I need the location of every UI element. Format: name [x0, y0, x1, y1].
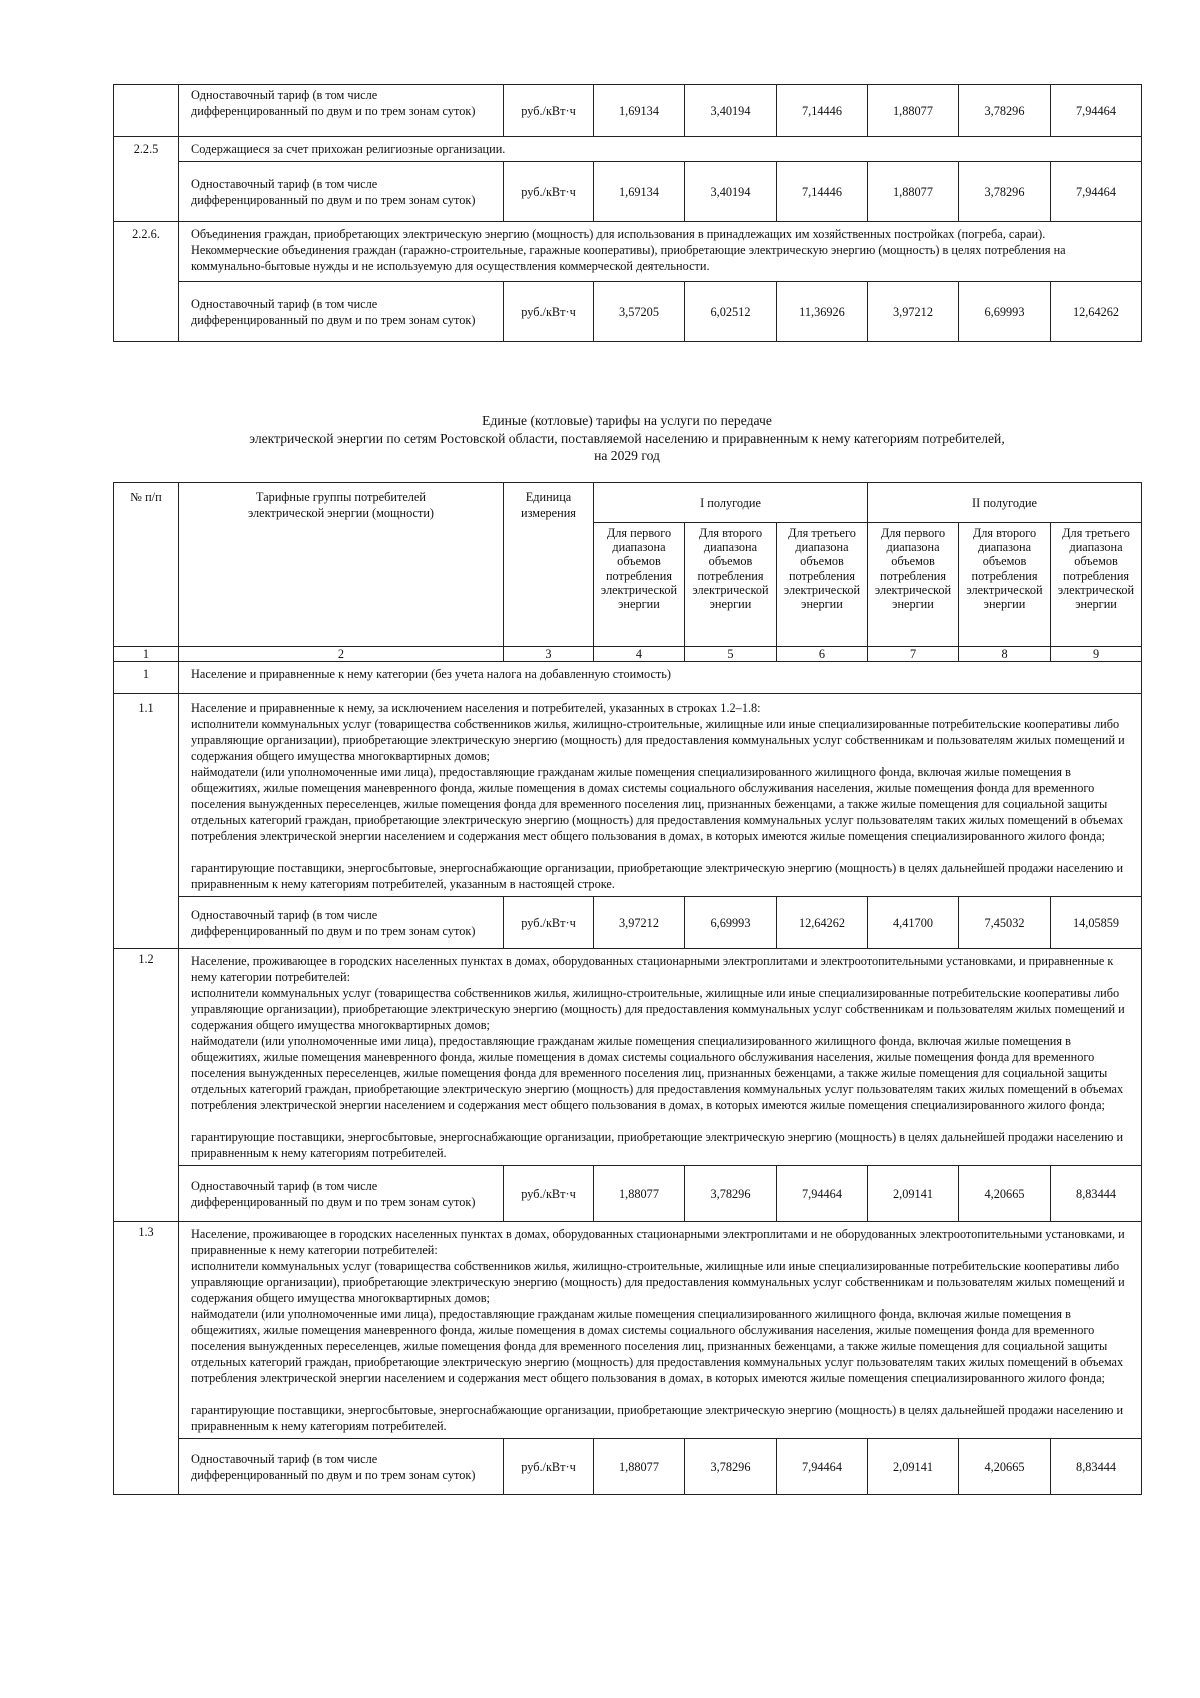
- column-number-row: [114, 647, 1142, 662]
- row-number: 1.2: [114, 949, 179, 1222]
- column-number: 6: [777, 647, 868, 662]
- group-paragraph: гарантирующие поставщики, энергосбытовые, энергоснабжающие организации, приобретающие электрическую энергию (мощность) в целях дальнейшей продажи населению и приравненным к нему категориям потребителей, указанным в настоящей строке.: [191, 861, 1124, 891]
- value-cell: 3,78296: [685, 1439, 777, 1495]
- column-number: 8: [959, 647, 1051, 662]
- title-line: на 2029 год: [594, 448, 660, 463]
- group-paragraph: исполнители коммунальных услуг (товарищества собственников жилья, жилищно-строительные, жилищные или иные специализированные потребительские кооперативы либо управляющие организации), приобретающие электрическую энергию (мощность) для предоставления коммунальных услуг собственникам и пользователям жилых помещений и содержания общего имущества многоквартирных домов;: [191, 986, 1125, 1032]
- row-number: 1.3: [114, 1222, 179, 1495]
- tariff-name: Одноставочный тариф (в том числе дифференцированный по двум и по трем зонам суток): [179, 162, 504, 222]
- column-number: 2: [179, 647, 504, 662]
- value-cell: 3,78296: [685, 1166, 777, 1222]
- continuation-tariff-table: [113, 84, 1142, 342]
- header-range: Для второго диапазона объемов потребления электрической энергии: [959, 523, 1051, 647]
- tariff-name: Одноставочный тариф (в том числе дифференцированный по двум и по трем зонам суток): [179, 897, 504, 949]
- header-row: [114, 483, 1142, 523]
- group-intro: Население, проживающее в городских населенных пунктах в домах, оборудованных стационарными электроплитами и не оборудованных электроотопительными установками, и приравненные к нему категории потребителей:: [191, 1227, 1125, 1257]
- group-paragraph: гарантирующие поставщики, энергосбытовые, энергоснабжающие организации, приобретающие электрическую энергию (мощность) в целях дальнейшей продажи населению и приравненным к нему категориям потребителей.: [191, 1403, 1124, 1433]
- value-cell: 1,69134: [594, 162, 685, 222]
- section-row: [114, 662, 1142, 694]
- column-number: 9: [1051, 647, 1142, 662]
- value-cell: 3,97212: [594, 897, 685, 949]
- main-tariff-table: [113, 482, 1142, 1495]
- header-range: Для третьего диапазона объемов потребления электрической энергии: [777, 523, 868, 647]
- column-number: 5: [685, 647, 777, 662]
- row-number: [114, 85, 179, 137]
- value-cell: 1,88077: [594, 1166, 685, 1222]
- value-cell: 7,94464: [1051, 162, 1142, 222]
- section-title: Население и приравненные к нему категории (без учета налога на добавленную стоимость): [179, 662, 1142, 694]
- value-cell: 7,94464: [777, 1166, 868, 1222]
- value-cell: 3,97212: [868, 282, 959, 342]
- value-cell: 7,14446: [777, 162, 868, 222]
- group-paragraph: наймодатели (или уполномоченные ими лица), предоставляющие гражданам жилые помещения специализированного жилищного фонда, включая жилые помещения в общежитиях, жилые помещения маневренного фонда, жилые помещения в домах системы социального обслуживания населения, жилые помещения фонда для временного поселения вынужденных переселенцев, жилые помещения фонда для временного поселения лиц, признанных беженцами, а также жилые помещения для социальной защиты отдельных категорий граждан, приобретающие электрическую энергию (мощность) для предоставления коммунальных услуг пользователям таких жилых помещений в объемах потребления электрической энергии населением и содержания мест общего пользования в домах, в которых имеются жилые помещения специализированного жилого фонда;: [191, 1034, 1124, 1112]
- value-cell: 3,40194: [685, 85, 777, 137]
- unit-cell: руб./кВт·ч: [504, 1439, 594, 1495]
- value-cell: 4,20665: [959, 1439, 1051, 1495]
- row-number: 2.2.6.: [114, 222, 179, 342]
- group-description: Объединения граждан, приобретающих электрическую энергию (мощность) для использования в принадлежащих им хозяйственных постройках (погреба, сараи). Некоммерческие объединения граждан (гаражно-строительные, гаражные кооперативы), приобретающие электрическую энергию (мощность) в целях потребления на коммунально-бытовые нужды и не используемую для осуществления коммерческой деятельности.: [179, 222, 1142, 282]
- tariff-name: Одноставочный тариф (в том числе дифференцированный по двум и по трем зонам суток): [179, 1166, 504, 1222]
- value-cell: 8,83444: [1051, 1439, 1142, 1495]
- table-row: [114, 222, 1142, 282]
- unit-cell: руб./кВт·ч: [504, 897, 594, 949]
- value-cell: 1,88077: [594, 1439, 685, 1495]
- tariff-name: Одноставочный тариф (в том числе дифференцированный по двум и по трем зонам суток): [179, 1439, 504, 1495]
- header-range: Для третьего диапазона объемов потребления электрической энергии: [1051, 523, 1142, 647]
- value-cell: 7,94464: [1051, 85, 1142, 137]
- value-cell: 6,69993: [959, 282, 1051, 342]
- group-paragraph: исполнители коммунальных услуг (товарищества собственников жилья, жилищно-строительные, жилищные или иные специализированные потребительские кооперативы либо управляющие организации), приобретающие электрическую энергию (мощность) для предоставления коммунальных услуг собственникам и пользователям жилых помещений и содержания общего имущества многоквартирных домов;: [191, 717, 1125, 763]
- tariff-name: Одноставочный тариф (в том числе дифференцированный по двум и по трем зонам суток): [179, 85, 504, 137]
- header-groups: Тарифные группы потребителей электрической энергии (мощности): [179, 483, 504, 647]
- value-cell: 2,09141: [868, 1439, 959, 1495]
- group-paragraph: наймодатели (или уполномоченные ими лица), предоставляющие гражданам жилые помещения специализированного жилищного фонда, включая жилые помещения в общежитиях, жилые помещения маневренного фонда, жилые помещения в домах системы социального обслуживания населения, жилые помещения фонда для временного поселения вынужденных переселенцев, жилые помещения фонда для временного поселения лиц, признанных беженцами, а также жилые помещения для социальной защиты отдельных категорий граждан, приобретающие электрическую энергию (мощность) для предоставления коммунальных услуг пользователям таких жилых помещений в объемах потребления электрической энергии населением и содержания мест общего пользования в домах, в которых имеются жилые помещения специализированного жилого фонда;: [191, 1307, 1124, 1385]
- value-cell: 1,88077: [868, 85, 959, 137]
- header-range: Для первого диапазона объемов потребления электрической энергии: [594, 523, 685, 647]
- table-row: [114, 897, 1142, 949]
- value-cell: 3,57205: [594, 282, 685, 342]
- table-row: [114, 949, 1142, 1166]
- group-description: [179, 694, 1142, 897]
- value-cell: 3,40194: [685, 162, 777, 222]
- row-number: 1.1: [114, 694, 179, 949]
- column-number: 7: [868, 647, 959, 662]
- group-paragraph: исполнители коммунальных услуг (товарищества собственников жилья, жилищно-строительные, жилищные или иные специализированные потребительские кооперативы либо управляющие организации), приобретающие электрическую энергию (мощность) для предоставления коммунальных услуг собственникам и пользователям жилых помещений и содержания общего имущества многоквартирных домов;: [191, 1259, 1125, 1305]
- table-row: [114, 1439, 1142, 1495]
- header-unit: Единица измерения: [504, 483, 594, 647]
- header-range: Для второго диапазона объемов потребления электрической энергии: [685, 523, 777, 647]
- header-half-2: II полугодие: [868, 483, 1142, 523]
- unit-cell: руб./кВт·ч: [504, 1166, 594, 1222]
- value-cell: 4,41700: [868, 897, 959, 949]
- table-row: [114, 282, 1142, 342]
- header-number: № п/п: [114, 483, 179, 647]
- value-cell: 12,64262: [1051, 282, 1142, 342]
- value-cell: 12,64262: [777, 897, 868, 949]
- unit-cell: руб./кВт·ч: [504, 85, 594, 137]
- row-number: 2.2.5: [114, 137, 179, 222]
- row-number: 1: [114, 662, 179, 694]
- group-paragraph: наймодатели (или уполномоченные ими лица), предоставляющие гражданам жилые помещения специализированного жилищного фонда, включая жилые помещения в общежитиях, жилые помещения маневренного фонда, жилые помещения в домах системы социального обслуживания населения, жилые помещения фонда для временного поселения вынужденных переселенцев, жилые помещения фонда для временного поселения лиц, признанных беженцами, а также жилые помещения для социальной защиты отдельных категорий граждан, приобретающие электрическую энергию (мощность) для предоставления коммунальных услуг пользователям таких жилых помещений в объемах потребления электрической энергии населением и содержания мест общего пользования в домах, в которых имеются жилые помещения специализированного жилого фонда;: [191, 765, 1124, 843]
- value-cell: 8,83444: [1051, 1166, 1142, 1222]
- value-cell: 1,88077: [868, 162, 959, 222]
- table-row: [114, 137, 1142, 162]
- value-cell: 6,02512: [685, 282, 777, 342]
- tariff-name: Одноставочный тариф (в том числе дифференцированный по двум и по трем зонам суток): [179, 282, 504, 342]
- title-line: Единые (котловые) тарифы на услуги по передаче: [482, 413, 772, 428]
- value-cell: 11,36926: [777, 282, 868, 342]
- table-title: [113, 412, 1141, 465]
- group-intro: Население, проживающее в городских населенных пунктах в домах, оборудованных стационарными электроплитами и электроотопительными установками, и приравненные к нему категории потребителей:: [191, 954, 1114, 984]
- table-row: [114, 694, 1142, 897]
- header-range: Для первого диапазона объемов потребления электрической энергии: [868, 523, 959, 647]
- value-cell: 7,14446: [777, 85, 868, 137]
- table-row: [114, 1222, 1142, 1439]
- value-cell: 6,69993: [685, 897, 777, 949]
- unit-cell: руб./кВт·ч: [504, 282, 594, 342]
- table-row: [114, 1166, 1142, 1222]
- value-cell: 7,45032: [959, 897, 1051, 949]
- column-number: 3: [504, 647, 594, 662]
- value-cell: 7,94464: [777, 1439, 868, 1495]
- value-cell: 3,78296: [959, 85, 1051, 137]
- group-description: [179, 949, 1142, 1166]
- header-half-1: I полугодие: [594, 483, 868, 523]
- title-line: электрической энергии по сетям Ростовской области, поставляемой населению и приравненным к нему категориям потребителей,: [249, 430, 1005, 446]
- value-cell: 2,09141: [868, 1166, 959, 1222]
- unit-cell: руб./кВт·ч: [504, 162, 594, 222]
- value-cell: 4,20665: [959, 1166, 1051, 1222]
- table-row: [114, 162, 1142, 222]
- value-cell: 1,69134: [594, 85, 685, 137]
- column-number: 4: [594, 647, 685, 662]
- group-description: [179, 1222, 1142, 1439]
- group-intro: Население и приравненные к нему, за исключением населения и потребителей, указанных в строках 1.2–1.8:: [191, 701, 761, 715]
- table-row: [114, 85, 1142, 137]
- group-paragraph: гарантирующие поставщики, энергосбытовые, энергоснабжающие организации, приобретающие электрическую энергию (мощность) в целях дальнейшей продажи населению и приравненным к нему категориям потребителей.: [191, 1130, 1124, 1160]
- group-description: Содержащиеся за счет прихожан религиозные организации.: [179, 137, 1142, 162]
- column-number: 1: [114, 647, 179, 662]
- value-cell: 3,78296: [959, 162, 1051, 222]
- value-cell: 14,05859: [1051, 897, 1142, 949]
